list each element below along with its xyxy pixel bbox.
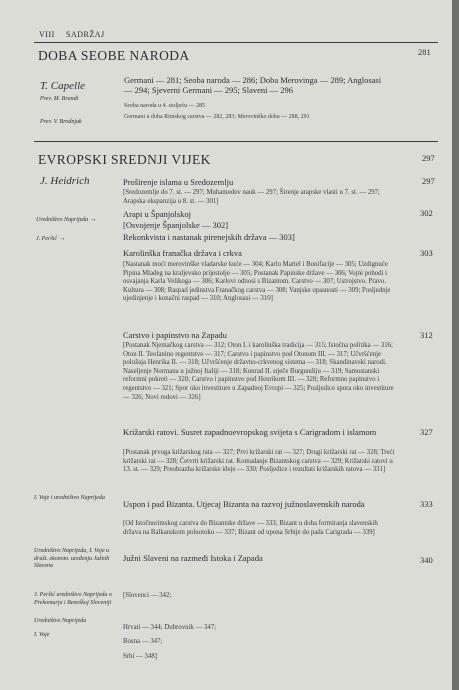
entry-crusades-sub: [Postanak prvoga križarskog rata — 327; Prvi križarski rat — 327; Drugi križarski rat — 328; Treći križarski rat — 328; Četvrti križarski rat. Komadanje Bizantskog carstva — 329; Križarski ratovi u 13. st. — 329; Preobrazba križarske ideje — 330; Posljedice i rezultati križarskih ratova — 331] — [123, 449, 395, 474]
entry-carolingian-title: Karolinška franačka država i crkva — [123, 248, 242, 258]
entry-slovenes: [Slovenci — 342; — [123, 592, 172, 599]
migration-entries: Germani — 281; Seoba naroda — 286; Doba Merovinga — 289; Anglosasi — 294; Sjeverni Germani — 295; Slaveni — 296 — [124, 75, 382, 95]
entry-islam-title: Proširenje islama u Sredozemlju — [123, 177, 234, 187]
entry-islam-sub: [Sredozemlje do 7. st. — 297; Muhamedov nauk — 297; Širenje arapske vlasti u 7. st. — 297; Arapska ekspanzija u 8. st. — 301] — [123, 189, 380, 205]
entry-croats: Hrvati — 344; Dubrovnik — 347; — [123, 624, 217, 631]
note-urednistvo: Uredništvo Naprijeda → — [36, 215, 97, 223]
entry-arabs-title: Arapi u Španjolskoj — [123, 209, 191, 219]
header-rule — [34, 42, 438, 43]
note-urednistvo-voje: Uredništvo Naprijeda, I. Voje u društ. ekonom. uređenju Južnih Slavena — [34, 548, 110, 569]
migration-map-1: Seoba naroda u 4. stoljeću — 285 — [124, 103, 206, 109]
migration-map-2: Germani u doba Rimskog carstva — 282, 283; Merovinško doba — 288, 291 — [124, 114, 310, 120]
note-voje-2: I. Voje — [34, 632, 50, 638]
entry-empire-title: Carstvo i papinstvo na Zapadu — [123, 330, 227, 340]
translator-note: Prev. M. Brandt — [40, 96, 79, 102]
note-voje: I. Voje i uredništvo Naprijeda — [34, 495, 105, 501]
note-persic-2: J. Peršić uredništvo Naprijeda o Prekomurju i Beneškoj Sloveniji — [34, 592, 112, 606]
note-persic: J. Peršić → — [36, 234, 66, 242]
note-urednistvo-2: Uredništvo Naprijeda — [34, 618, 87, 624]
entry-serbs: Srbi — 348] — [123, 653, 157, 660]
translator-note-2: Prev. V. Brodnjak — [40, 119, 82, 125]
entry-south-slavs-title: Južni Slaveni na razmeđi Istoka i Zapada — [123, 553, 263, 563]
section-title-migration: DOBA SEOBE NARODA — [38, 48, 190, 63]
arrow-icon: → — [89, 215, 97, 223]
entry-carolingian-page: 303 — [420, 248, 433, 258]
entry-byzantium-title: Uspon i pad Bizanta. Utjecaj Bizanta na razvoj južnoslavenskih naroda — [123, 499, 365, 509]
section-rule — [34, 141, 438, 142]
entry-byzantium-page: 333 — [420, 499, 433, 509]
entry-crusades-page: 327 — [420, 427, 433, 437]
entry-byzantium-sub: [Od Istočnorimskog carstva do Bizantske države — 333; Bizant u doba formiranja slavenskih država na Balkanskom poluotoku — 337; Bizant od upona Srbije do pada Carigrada — 339] — [123, 520, 378, 536]
entry-empire-page: 312 — [420, 330, 433, 340]
entry-bosnia: Bosna — 347; — [123, 638, 163, 645]
entry-reconquista-title: Rekonkvista i nastanak pirenejskih država — 303] — [123, 232, 295, 242]
author-capelle: T. Capelle — [40, 80, 86, 92]
author-heidrich: J. Heidrich — [40, 175, 90, 187]
entry-empire-sub: [Postanak Njemačkog carstva — 312; Oton I. i karolinška tradicija — 315; Istočna politika — 316; Oton II. Teofanino regentstvo — 317; Carstvo i papinstvo pod Otonom III. — 317; Učvršćenje položaja Henrika II. — 318; Učvršćenje državno-crkvenog sistema — 318; Skandinavski narodi. Naseljenje Normana u južnoj Italiji — 318; Konrad II. stječe Burgundiju — 319; Samostanski reformni pokreti — 320; Carstvo i papinstvo pod Henrikom III. — 320; Reformno papinstvo i regentstvo — 321; Spor oko investiture u Zapadnoj Evropi — 325; Posljedice spora oko investiture — 326; Novi redovi — 326] — [123, 342, 394, 401]
arrow-icon: → — [58, 234, 66, 242]
roman-page-number: VIII — [39, 30, 55, 39]
entry-arabs-sub: [Osvojenje Španjolske — 302] — [123, 220, 229, 230]
entry-islam-page: 297 — [422, 176, 435, 186]
entry-south-slavs-page: 340 — [420, 555, 433, 565]
running-header: SADRŽAJ — [66, 30, 105, 39]
section-title-middle-ages: EVROPSKI SREDNJI VIJEK — [38, 152, 211, 167]
section-page-297: 297 — [422, 153, 435, 163]
entry-crusades-title: Križarski ratovi. Susret zapadnoevropskog svijeta s Carigradom i islamom — [123, 427, 377, 437]
entry-arabs-page: 302 — [420, 208, 433, 218]
page-edge — [452, 0, 459, 690]
entry-carolingian-sub: [Nastanak moći merovinške vladarske kuće — 304; Karlo Martel i Bonifacije — 305; Uzdignuće Pipina Mladeg na kraljevsko prijestolje — 305; Postanak Papinske države — 306; Vojni pohodi i osvajanja Karla Velikoga — 306; Karlovi odnosi s Bizantom. Carstvo — 307; Ustrojstvo. Pravo. Kultura — 308; Raspad jedinstva Franačkog carstva — 308; Vanjske opasnosti — 309; Posljednje ujedinjenje i konačni raspad — 310; Anglosasi — 310] — [123, 261, 391, 303]
section-page-281: 281 — [418, 47, 431, 57]
